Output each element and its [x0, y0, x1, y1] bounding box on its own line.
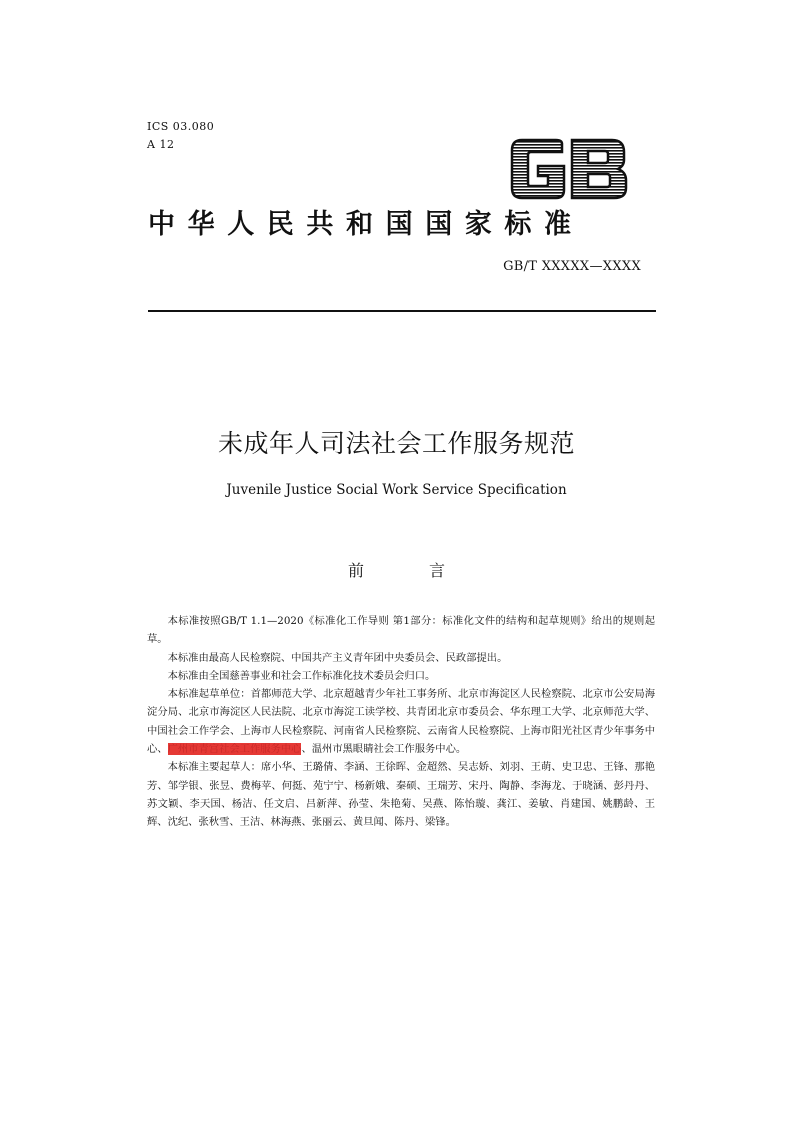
ics-code: ICS 03.080	[147, 120, 215, 133]
header-divider	[148, 310, 656, 312]
ccs-code: A 12	[147, 138, 175, 151]
highlighted-organization: 广州市青宫社会工作服务中心	[167, 743, 302, 756]
drafting-units-text-end: 、温州市黑眼睛社会工作服务中心。	[301, 743, 467, 756]
foreword-paragraph-drafters: 本标准主要起草人：席小华、王璐倩、李涵、王徐晖、金超然、吴志娇、刘羽、王萌、史卫忠、王锋、那艳芳、邹学银、张昱、费梅苹、何挺、苑宁宁、杨新娥、秦硕、王瑞芳、宋丹、陶静、李海龙、于晓涵、彭丹丹、苏文颖、李天国、杨洁、任文启、吕新萍、孙莹、朱艳菊、吴燕、陈怡璇、龚江、姜敏、肖建国、姚鹏龄、王辉、沈纪、张秋雪、王洁、林海燕、张丽云、黄旦闻、陈丹、梁锋。	[147, 761, 655, 829]
classification-codes	[147, 118, 214, 154]
foreword-heading: 前 言	[347, 561, 476, 580]
document-title-english: Juvenile Justice Social Work Service Specification	[226, 482, 567, 498]
foreword-body	[147, 612, 655, 832]
drafting-units-text: 本标准起草单位：首都师范大学、北京超越青少年社工事务所、北京市海淀区人民检察院、北京市公安局海淀分局、北京市海淀区人民法院、北京市海淀工读学校、共青团北京市委员会、华东理工大学、北京师范大学、中国社会工作学会、上海市人民检察院、河南省人民检察院、云南省人民检察院、上海市阳光社区青少年事务中心、	[147, 688, 655, 756]
standard-number: GB/T XXXXX—XXXX	[503, 259, 641, 274]
gb-logo	[508, 138, 630, 200]
foreword-paragraph: 本标准由最高人民检察院、中国共产主义青年团中央委员会、民政部提出。	[167, 651, 508, 664]
document-title: 未成年人司法社会工作服务规范	[217, 429, 575, 458]
foreword-paragraph: 本标准按照GB/T 1.1—2020《标准化工作导则 第1部分：标准化文件的结构和起草规则》给出的规则起草。	[147, 615, 655, 646]
foreword-paragraph: 本标准由全国慈善事业和社会工作标准化技术委员会归口。	[167, 669, 436, 682]
standard-category-title: 中华人民共和国国家标准	[148, 209, 584, 240]
foreword-paragraph-drafting-units	[147, 685, 655, 758]
